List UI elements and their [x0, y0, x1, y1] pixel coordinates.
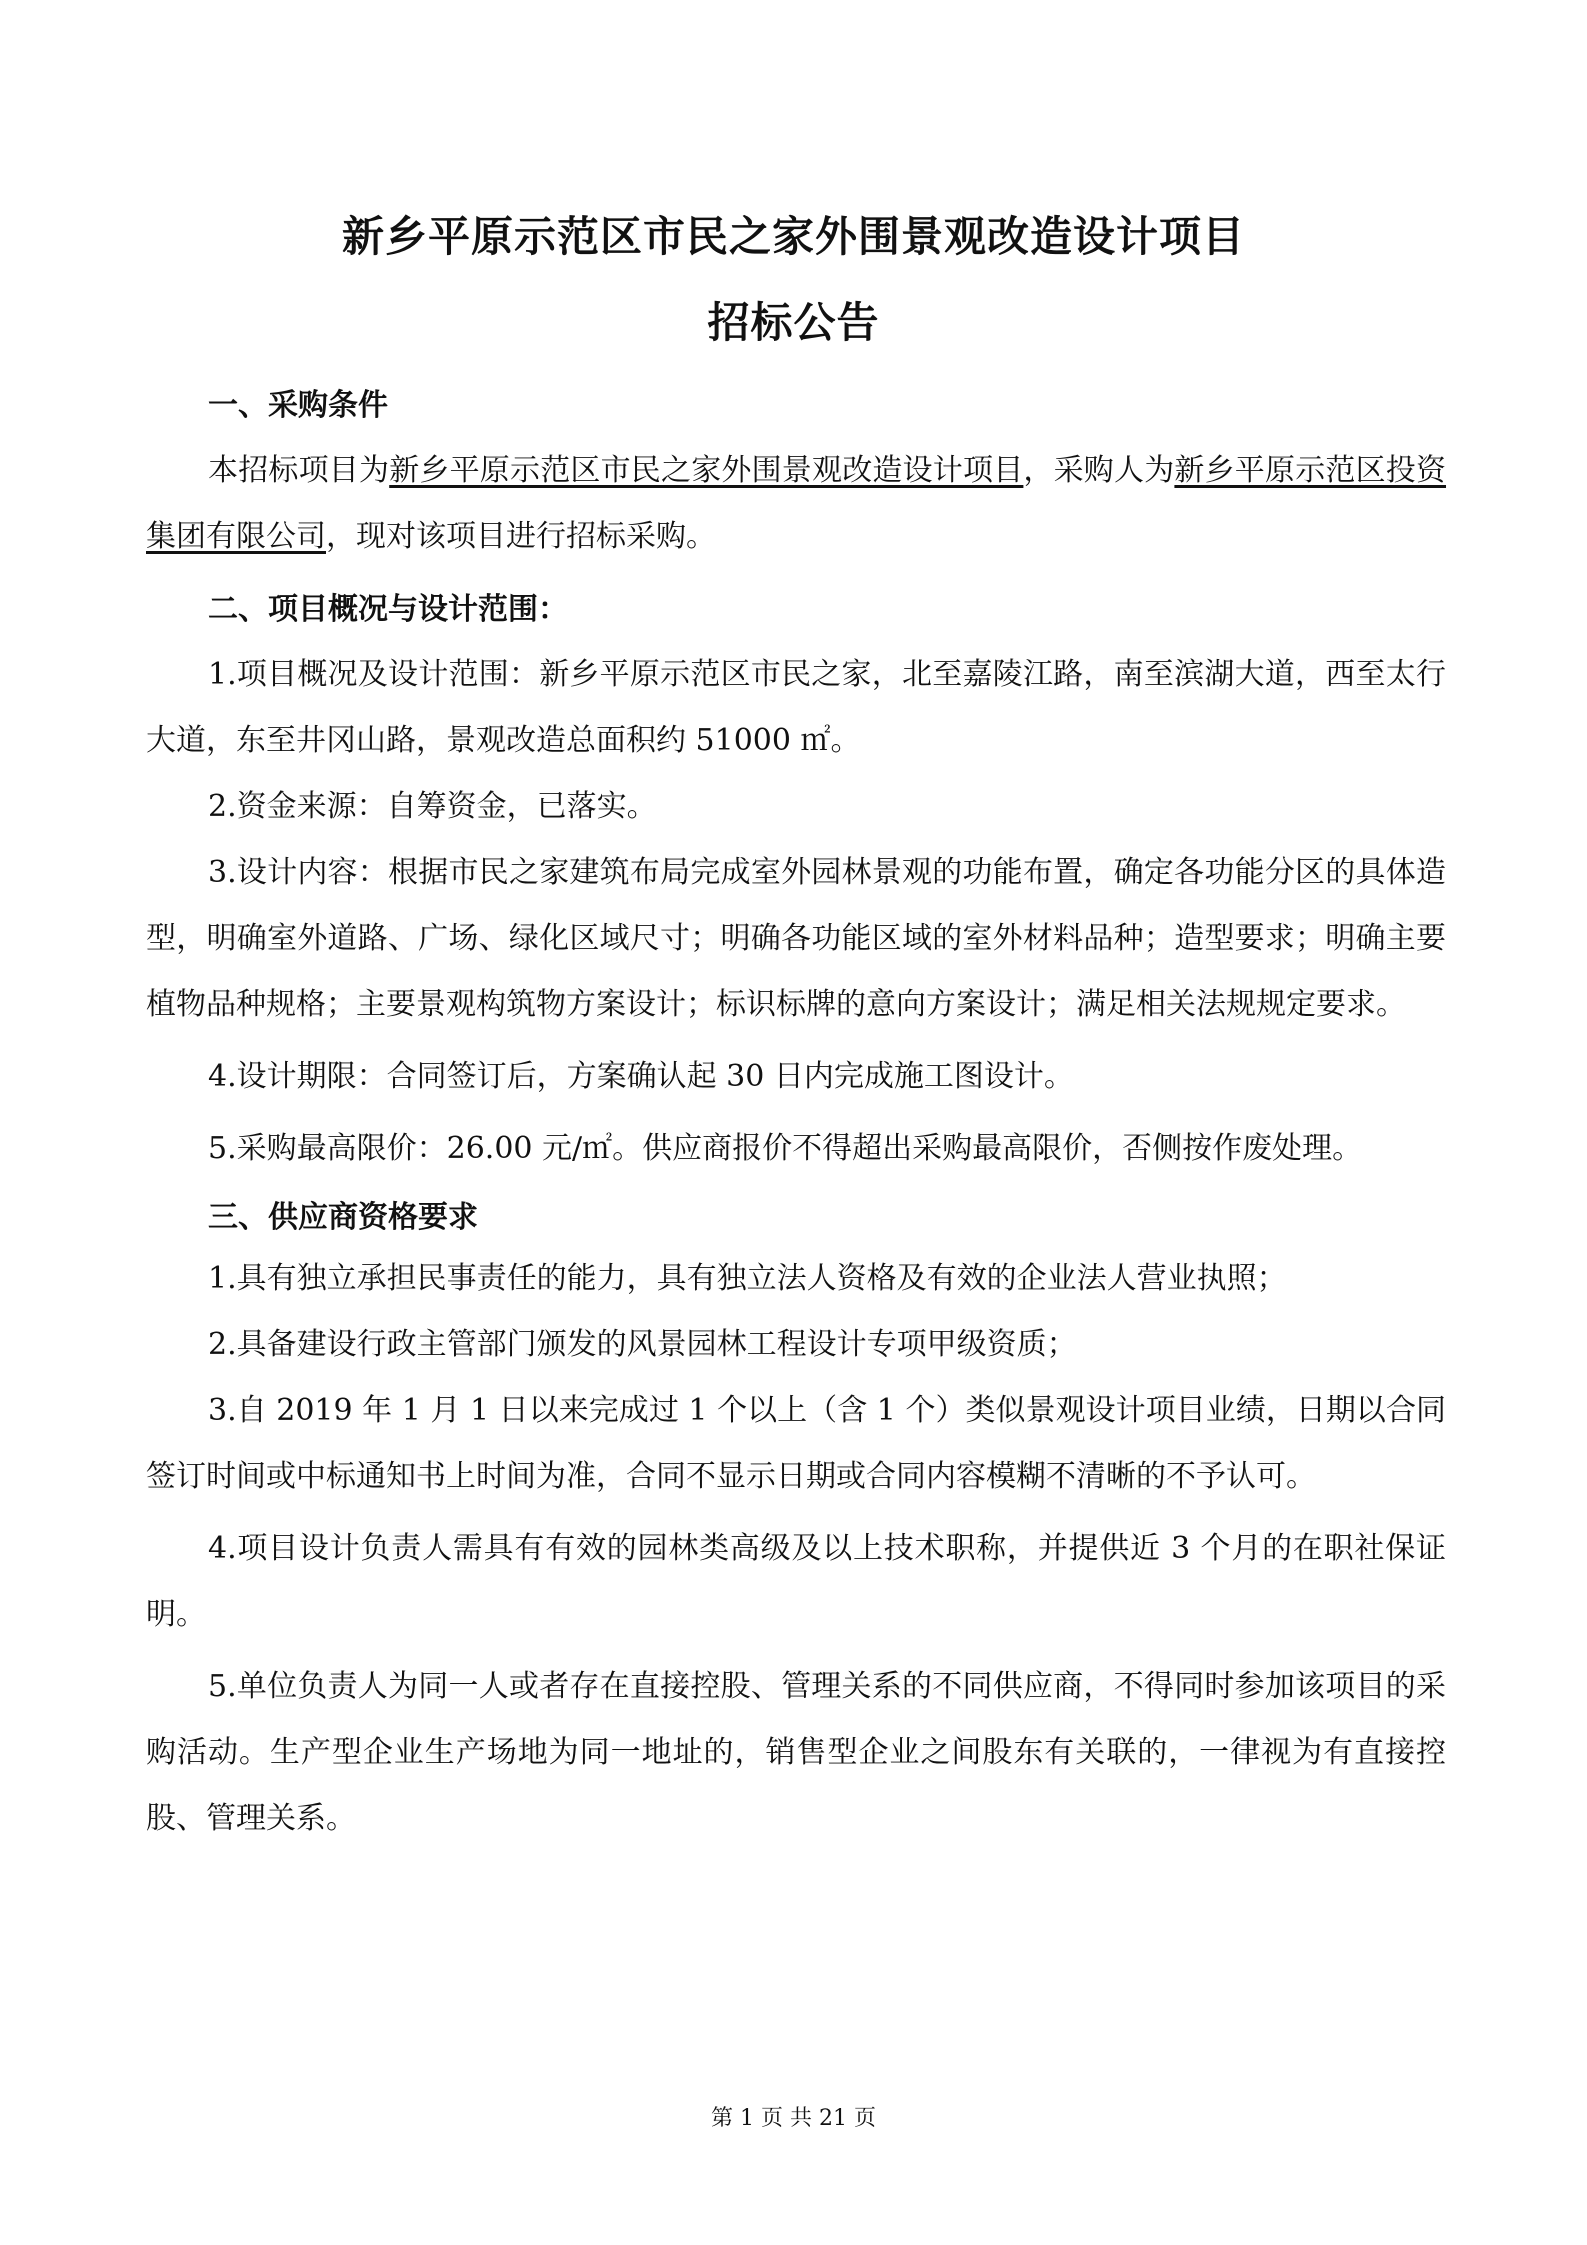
text-run: ，现对该项目进行招标采购。 [326, 519, 716, 554]
section-3-item-5: 5.单位负责人为同一人或者存在直接控股、管理关系的不同供应商，不得同时参加该项目的采购活动。生产型企业生产场地为同一地址的，销售型企业之间股东有关联的，一律视为有直接控股、管理关系。 [146, 1669, 1446, 1836]
section-2-item-4: 4.设计期限：合同签订后，方案确认起 30 日内完成施工图设计。 [208, 1059, 1074, 1094]
section-2-item-3: 3.设计内容：根据市民之家建筑布局完成室外园林景观的功能布置，确定各功能分区的具体造型，明确室外道路、广场、绿化区域尺寸；明确各功能区域的室外材料品种；造型要求；明确主要植物品种规格；主要景观构筑物方案设计；标识标牌的意向方案设计；满足相关法规规定要求。 [146, 855, 1446, 1022]
section-2-item-1: 1.项目概况及设计范围：新乡平原示范区市民之家，北至嘉陵江路，南至滨湖大道，西至太行大道，东至井冈山路，景观改造总面积约 51000 ㎡。 [146, 657, 1446, 758]
section-2-item-2: 2.资金来源：自筹资金，已落实。 [208, 789, 657, 824]
document-title: 新乡平原示范区市民之家外围景观改造设计项目 [341, 212, 1245, 261]
section-2-item-5: 5.采购最高限价：26.00 元/㎡。供应商报价不得超出采购最高限价，否侧按作废处理。 [208, 1131, 1363, 1166]
project-name-link: 新乡平原示范区市民之家外围景观改造设计项目 [389, 453, 1024, 488]
section-3-item-1: 1.具有独立承担民事责任的能力，具有独立法人资格及有效的企业法人营业执照； [208, 1261, 1287, 1296]
purchaser-name: 新乡平原示范区投资集团有限公司 [146, 453, 1447, 554]
document-subtitle: 招标公告 [707, 298, 880, 347]
section-heading-2: 二、项目概况与设计范围： [208, 592, 568, 627]
text-run: ，采购人为 [1023, 453, 1175, 488]
section-heading-3: 三、供应商资格要求 [208, 1200, 478, 1235]
section-3-item-3: 3.自 2019 年 1 月 1 日以来完成过 1 个以上（含 1 个）类似景观设计项目业绩，日期以合同签订时间或中标通知书上时间为准，合同不显示日期或合同内容模糊不清晰的不予认可。 [146, 1393, 1446, 1494]
section-heading-1: 一、采购条件 [208, 388, 388, 423]
section-3-item-2: 2.具备建设行政主管部门颁发的风景园林工程设计专项甲级资质； [208, 1327, 1077, 1362]
text-run: 本招标项目为 [208, 453, 390, 488]
section-1-paragraph [146, 438, 1446, 570]
page-number-footer: 第 1 页 共 21 页 [711, 2106, 876, 2131]
section-3-item-4: 4.项目设计负责人需具有有效的园林类高级及以上技术职称，并提供近 3 个月的在职社保证明。 [146, 1531, 1446, 1632]
document-body [146, 380, 1446, 1852]
